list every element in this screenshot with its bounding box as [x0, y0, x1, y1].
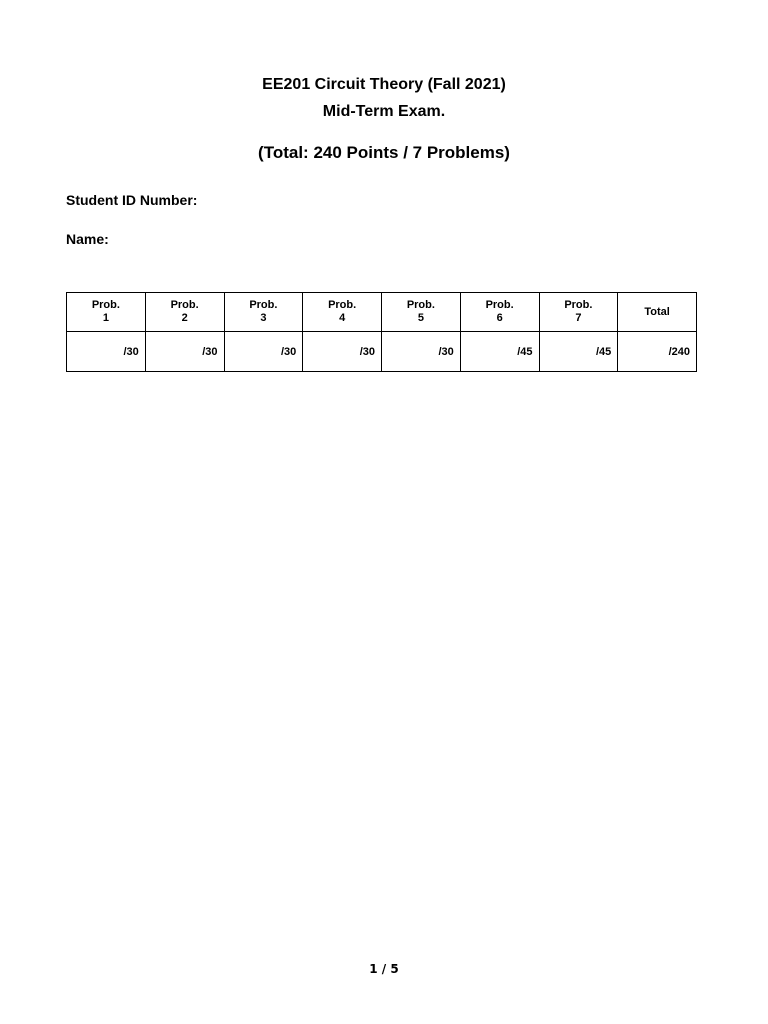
score-cell-prob-5: /30	[382, 332, 461, 372]
student-id-label: Student ID Number:	[66, 192, 198, 208]
header-cell-prob-3	[224, 293, 303, 332]
header-cell-number: 1	[102, 312, 109, 324]
header-cell-label: Total	[644, 305, 670, 318]
score-cell-prob-2: /30	[145, 332, 224, 372]
header-cell-number: 2	[181, 312, 188, 324]
score-cell-prob-7: /45	[539, 332, 618, 372]
header-cell-number: 4	[339, 312, 346, 324]
header-cell-label: Prob.	[485, 299, 514, 311]
header-cell-prob-4	[303, 293, 382, 332]
page-number: 1 / 5	[369, 962, 399, 976]
header-cell-prob-5	[382, 293, 461, 332]
header-cell-label: Prob.	[249, 299, 278, 311]
header-cell-prob-2	[145, 293, 224, 332]
score-cell-prob-3: /30	[224, 332, 303, 372]
header-cell-prob-6	[460, 293, 539, 332]
header-cell-number: 5	[417, 312, 424, 324]
header-cell-label: Prob.	[328, 299, 357, 311]
exam-title: Mid-Term Exam.	[322, 103, 446, 120]
score-cell-prob-4: /30	[303, 332, 382, 372]
total-points-line: (Total: 240 Points / 7 Problems)	[258, 143, 510, 162]
header-cell-label: Prob.	[406, 299, 435, 311]
score-cell-prob-6: /45	[460, 332, 539, 372]
header-cell-label: Prob.	[91, 299, 120, 311]
header-cell-label: Prob.	[564, 299, 593, 311]
header-cell-number: 6	[496, 312, 503, 324]
header-cell-total	[618, 293, 697, 332]
score-table-value-row	[67, 332, 697, 372]
score-table	[66, 292, 697, 372]
header-cell-label: Prob.	[170, 299, 199, 311]
score-cell-total: /240	[618, 332, 697, 372]
header-cell-number: 3	[260, 312, 267, 324]
score-cell-prob-1: /30	[67, 332, 146, 372]
course-title: EE201 Circuit Theory (Fall 2021)	[262, 76, 506, 93]
header-cell-prob-7	[539, 293, 618, 332]
header-cell-number: 7	[575, 312, 582, 324]
header-cell-prob-1	[67, 293, 146, 332]
score-table-header-row	[67, 293, 697, 332]
name-label: Name:	[66, 231, 109, 247]
